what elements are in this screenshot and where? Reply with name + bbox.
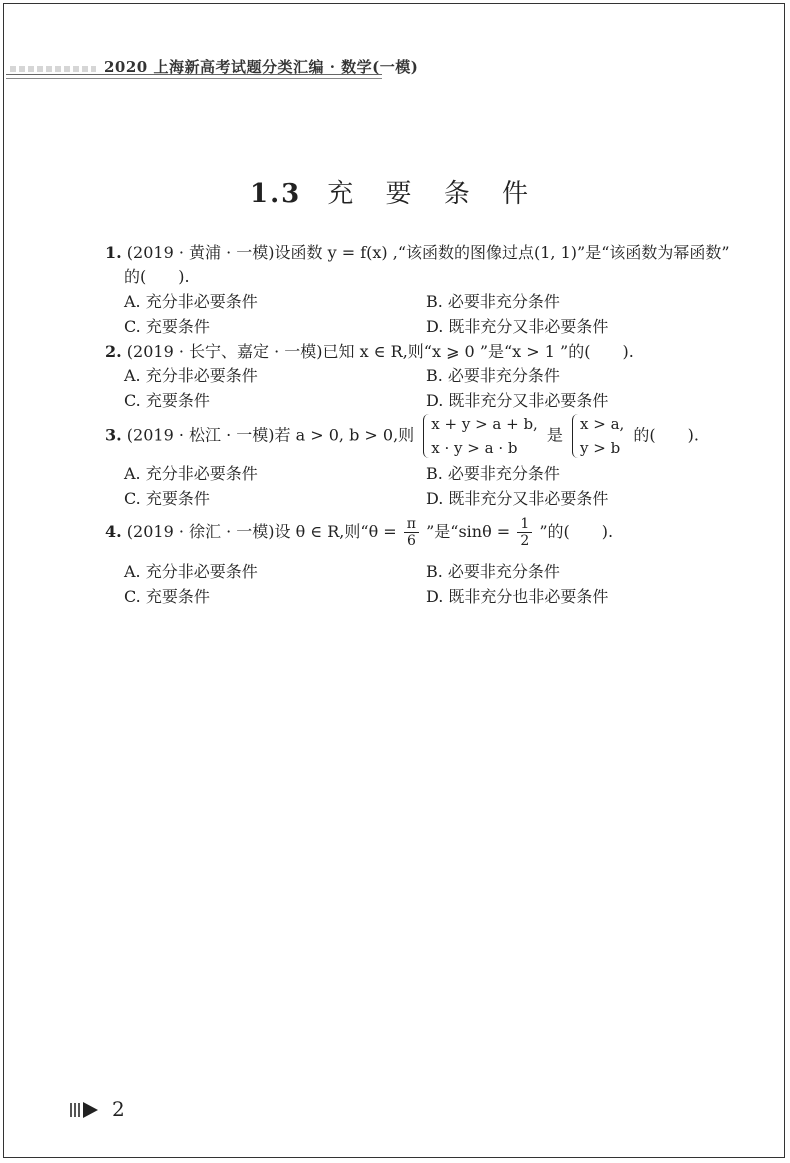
inequality-system-1 xyxy=(423,412,538,460)
option-a: A. 充分非必要条件 xyxy=(124,366,258,385)
option-c: C. 充要条件 xyxy=(124,587,210,606)
fraction-one-half xyxy=(517,516,532,549)
system-row: y > b xyxy=(580,439,621,457)
option-a: A. 充分非必要条件 xyxy=(124,292,258,311)
option-c: C. 充要条件 xyxy=(124,317,210,336)
option-b: B. 必要非充分条件 xyxy=(426,366,560,385)
question-text-suffix: 的( ). xyxy=(633,425,699,445)
option-c: C. 充要条件 xyxy=(124,489,210,508)
question-text-mid: 是 xyxy=(546,425,563,445)
fraction-pi-over-6 xyxy=(404,516,419,549)
arrow-marker-icon xyxy=(68,1098,108,1122)
section-heading xyxy=(0,173,790,210)
option-d: D. 既非充分又非必要条件 xyxy=(426,317,609,336)
denominator: 2 xyxy=(520,533,530,549)
question-1-continuation: 的( ). xyxy=(124,267,190,286)
question-number: 1. xyxy=(105,243,122,262)
question-text-prefix: (2019 · 松江 · 一模)若 a > 0, b > 0,则 xyxy=(126,425,415,445)
question-number: 2. xyxy=(105,342,122,361)
running-header: 2020 上海新高考试题分类汇编 · 数学(一模) xyxy=(104,58,419,76)
page-number: 2 xyxy=(112,1097,125,1121)
header-decoration xyxy=(10,66,96,72)
option-a: A. 充分非必要条件 xyxy=(124,562,258,581)
section-title: 充 要 条 件 xyxy=(327,179,541,209)
option-b: B. 必要非充分条件 xyxy=(426,292,560,311)
section-number: 1.3 xyxy=(249,179,302,209)
question-text-prefix: (2019 · 徐汇 · 一模)设 θ ∈ R,则“θ = xyxy=(126,522,397,541)
question-number: 3. xyxy=(105,425,122,445)
system-row: x > a, xyxy=(580,415,625,433)
numerator: π xyxy=(404,516,419,533)
option-d: D. 既非充分也非必要条件 xyxy=(426,587,609,606)
header-rule-secondary xyxy=(6,78,382,79)
denominator: 6 xyxy=(406,533,416,549)
option-d: D. 既非充分又非必要条件 xyxy=(426,489,609,508)
question-4 xyxy=(105,516,613,549)
system-row: x + y > a + b, xyxy=(431,415,538,433)
option-a: A. 充分非必要条件 xyxy=(124,464,258,483)
inequality-system-2 xyxy=(572,412,624,460)
option-b: B. 必要非充分条件 xyxy=(426,562,560,581)
question-number: 4. xyxy=(105,522,122,541)
system-row: x · y > a · b xyxy=(431,439,518,457)
option-c: C. 充要条件 xyxy=(124,391,210,410)
question-2 xyxy=(105,339,634,362)
left-brace xyxy=(572,414,579,458)
question-text-mid: ”是“sinθ = xyxy=(426,522,511,541)
question-text: (2019 · 长宁、嘉定 · 一模)已知 x ∈ R,则“x ⩾ 0 ”是“x > 1 ”的( ). xyxy=(126,342,634,361)
question-text: (2019 · 黄浦 · 一模)设函数 y = f(x) ,“该函数的图像过点(1, 1)”是“该函数为幂函数” xyxy=(126,243,730,262)
question-1 xyxy=(105,240,730,263)
numerator: 1 xyxy=(517,516,532,533)
option-b: B. 必要非充分条件 xyxy=(426,464,560,483)
option-d: D. 既非充分又非必要条件 xyxy=(426,391,609,410)
question-text-suffix: ”的( ). xyxy=(539,522,614,541)
question-3 xyxy=(105,412,699,460)
left-brace xyxy=(423,414,430,458)
